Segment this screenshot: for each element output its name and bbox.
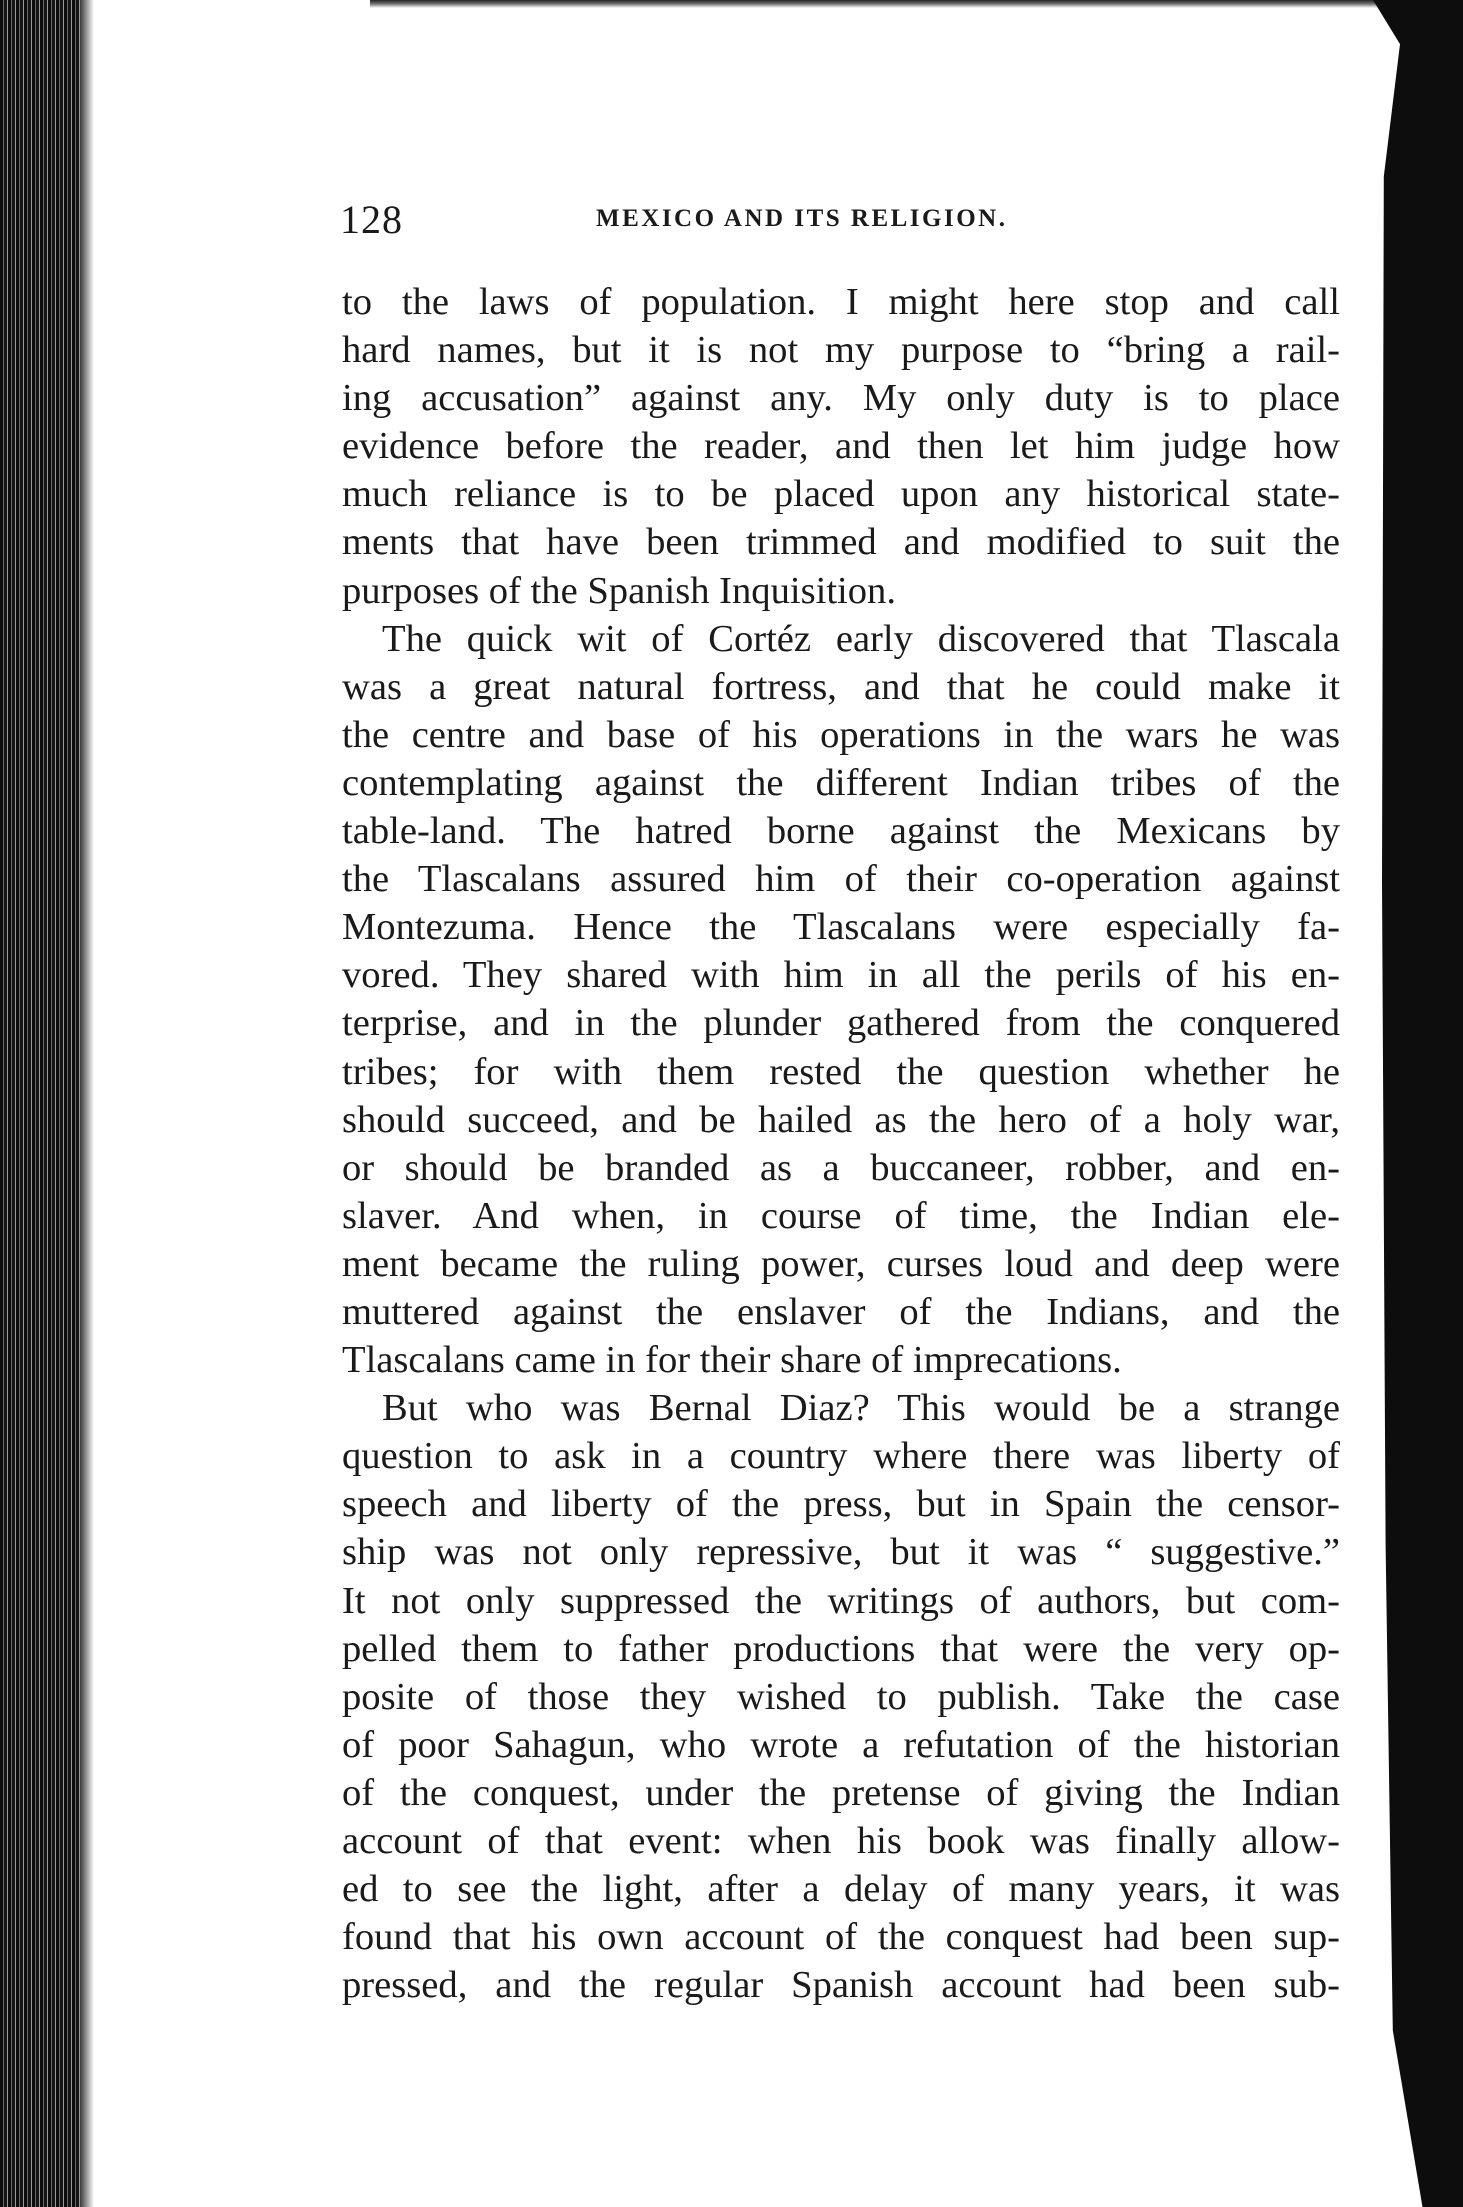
text-line: the centre and base of his operations in the wars he was: [342, 713, 1340, 756]
paragraph-last-line: Tlascalans came in for their share of imprecations.: [342, 1339, 1122, 1382]
text-line: the Tlascalans assured him of their co-operation against: [342, 858, 1340, 901]
text-line: slaver. And when, in course of time, the Indian ele-: [342, 1194, 1340, 1237]
text-line: was a great natural fortress, and that he could make it: [342, 665, 1340, 708]
text-line: found that his own account of the conquest had been sup-: [342, 1916, 1340, 1959]
text-line: ment became the ruling power, curses loud and deep were: [342, 1242, 1340, 1285]
top-page-edge: [370, 0, 1403, 8]
right-page-shadow: [1373, 0, 1463, 2207]
running-title: MEXICO AND ITS RELIGION.: [596, 205, 1008, 232]
text-line: evidence before the reader, and then let him judge how: [342, 425, 1340, 468]
text-line: ments that have been trimmed and modified to suit the: [342, 521, 1340, 564]
binding-shadow: [80, 0, 94, 2207]
text-line: of poor Sahagun, who wrote a refutation of the historian: [342, 1723, 1340, 1766]
paragraph-first-line: The quick wit of Cortéz early discovered that Tlascala: [382, 617, 1340, 660]
paragraph-last-line: purposes of the Spanish Inquisition.: [342, 569, 896, 612]
text-line: pressed, and the regular Spanish account had been sub-: [342, 1964, 1340, 2007]
body-text: [342, 278, 1340, 2009]
text-line: ing accusation” against any. My only duty is to place: [342, 377, 1340, 420]
text-line: terprise, and in the plunder gathered from the conquered: [342, 1002, 1340, 1045]
text-line: much reliance is to be placed upon any historical state-: [342, 473, 1340, 516]
text-line: should succeed, and be hailed as the hero of a holy war,: [342, 1098, 1340, 1141]
text-line: hard names, but it is not my purpose to “bring a rail-: [342, 329, 1340, 372]
text-line: ship was not only repressive, but it was “ suggestive.”: [342, 1531, 1340, 1574]
text-line: pelled them to father productions that were the very op-: [342, 1627, 1340, 1670]
page-number: 128: [340, 197, 403, 242]
text-line: contemplating against the different Indian tribes of the: [342, 761, 1340, 804]
running-head: [340, 196, 1340, 246]
book-binding-edge: [0, 0, 92, 2207]
text-line: vored. They shared with him in all the perils of his en-: [342, 954, 1340, 997]
text-line: account of that event: when his book was finally allow-: [342, 1820, 1340, 1862]
text-line: or should be branded as a buccaneer, robber, and en-: [342, 1146, 1340, 1189]
text-line: question to ask in a country where there was liberty of: [342, 1435, 1340, 1478]
text-line: posite of those they wished to publish. Take the case: [342, 1675, 1340, 1718]
paragraph-first-line: But who was Bernal Diaz? This would be a strange: [382, 1387, 1340, 1430]
text-line: speech and liberty of the press, but in Spain the censor-: [342, 1483, 1340, 1526]
text-line: to the laws of population. I might here stop and call: [342, 281, 1340, 323]
text-line: muttered against the enslaver of the Indians, and the: [342, 1290, 1340, 1333]
text-line: of the conquest, under the pretense of giving the Indian: [342, 1771, 1340, 1814]
text-line: Montezuma. Hence the Tlascalans were especially fa-: [342, 906, 1340, 949]
text-line: tribes; for with them rested the question whether he: [342, 1050, 1340, 1093]
text-line: ed to see the light, after a delay of many years, it was: [342, 1868, 1340, 1911]
text-line: It not only suppressed the writings of authors, but com-: [342, 1579, 1340, 1622]
text-line: table-land. The hatred borne against the Mexicans by: [342, 810, 1340, 853]
